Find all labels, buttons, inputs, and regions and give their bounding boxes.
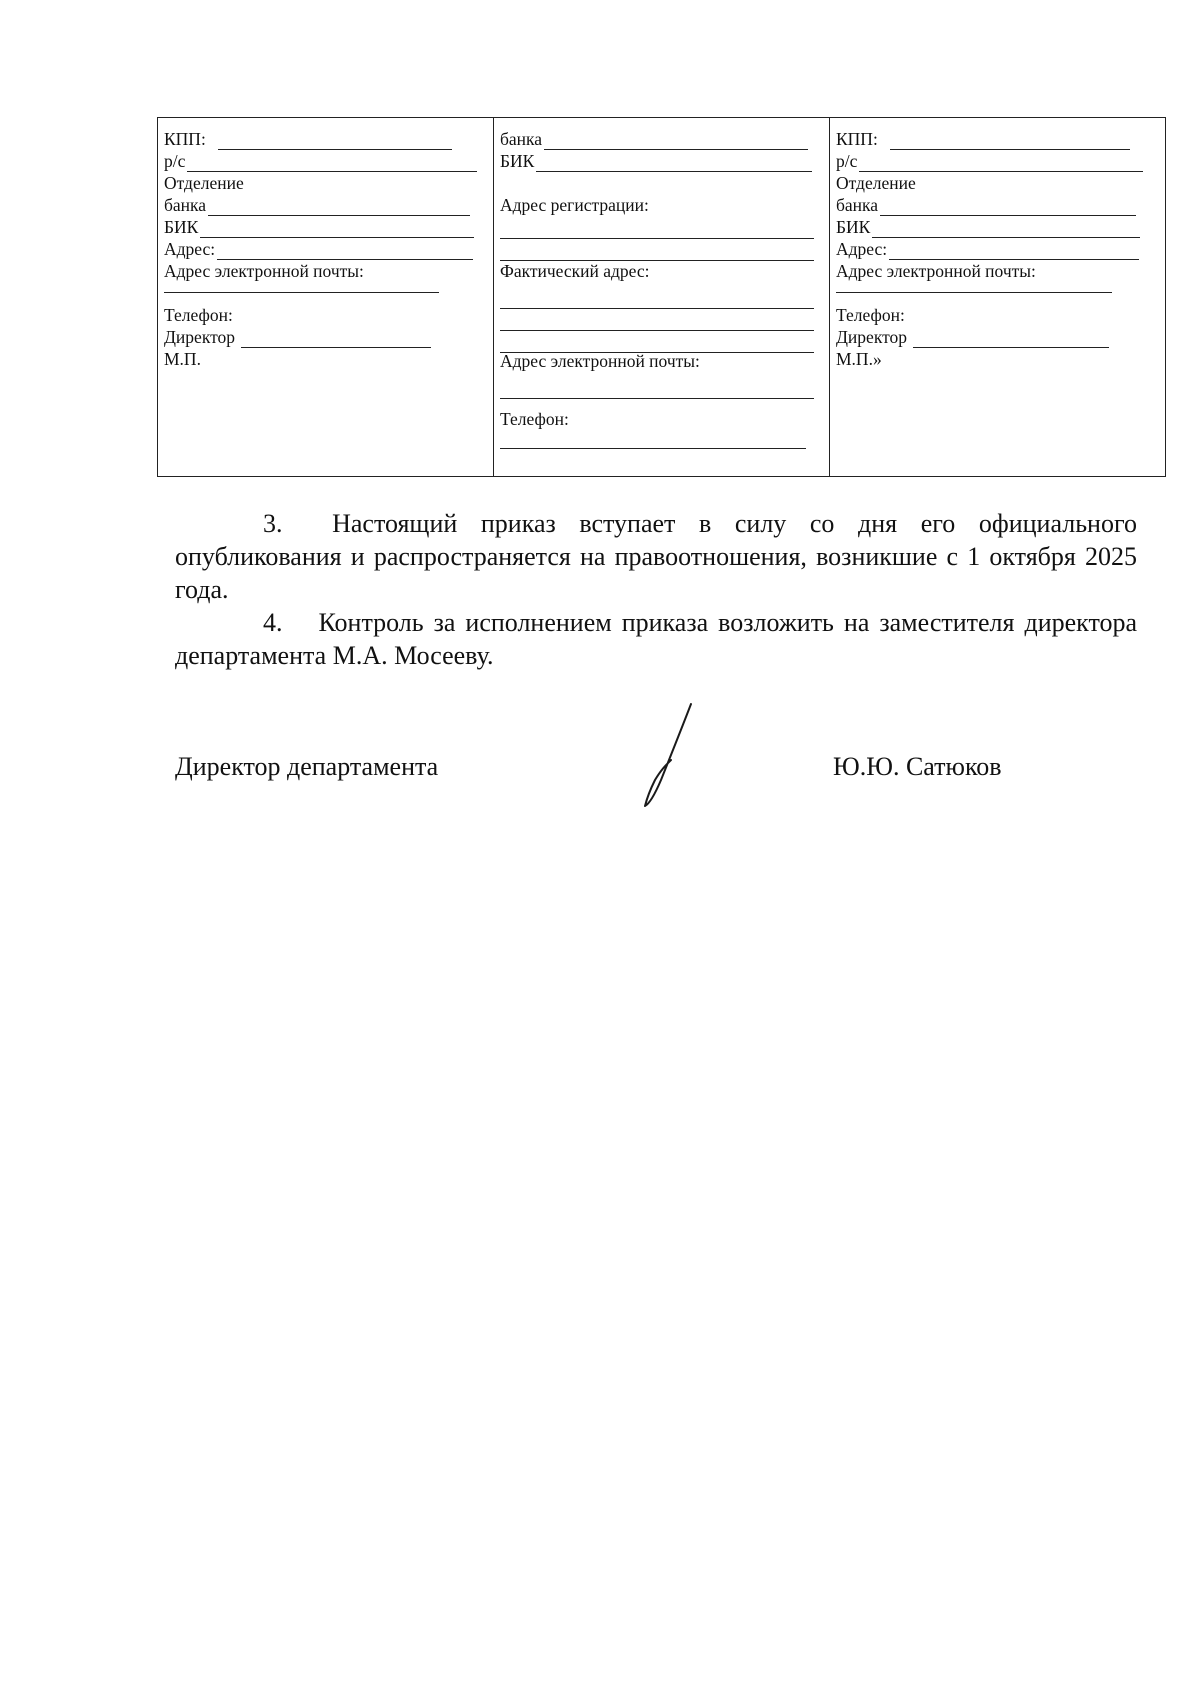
requisites-column-3 [830, 118, 1165, 476]
address-underline [889, 242, 1139, 260]
banka-label: банка [500, 129, 543, 149]
phone-blank [500, 448, 806, 449]
email-label: Адрес электронной почты: [164, 261, 364, 281]
phone-label: Телефон: [500, 409, 569, 429]
kpp-label: КПП: [836, 129, 878, 149]
address-line [164, 238, 473, 260]
rs-underline [859, 154, 1143, 172]
kpp-line [164, 128, 452, 150]
email-blank [500, 398, 814, 399]
banka-underline [208, 198, 470, 216]
otdelenie-label: Отделение [164, 173, 244, 193]
bik-line [164, 216, 474, 238]
director-underline [913, 330, 1109, 348]
bik-label: БИК [500, 151, 535, 171]
mp-label: М.П. [164, 349, 201, 369]
banka-line [500, 128, 808, 150]
banka-label: банка [836, 195, 879, 215]
email-blank [836, 292, 1112, 293]
director-label: Директор [836, 327, 908, 347]
phone-line [500, 408, 569, 430]
reg-address-line [500, 194, 649, 216]
bik-label: БИК [164, 217, 199, 237]
signatory-position: Директор департамента [175, 752, 439, 781]
paragraph-3: 3. Настоящий приказ вступает в силу со дня его официального опубликования и распространяется на правоотношения, возникшие с 1 октября 2025 года. [175, 509, 1137, 604]
fact-address-blank-1 [500, 308, 814, 309]
reg-address-blank-1 [500, 238, 814, 239]
director-line [836, 326, 1109, 348]
fact-address-blank-2 [500, 330, 814, 331]
fact-address-label: Фактический адрес: [500, 261, 650, 281]
phone-label: Телефон: [836, 305, 905, 325]
phone-line [836, 304, 905, 326]
phone-line [164, 304, 233, 326]
bik-underline [872, 220, 1140, 238]
banka-underline [544, 132, 808, 150]
rs-line [164, 150, 477, 172]
email-blank [164, 292, 439, 293]
mp-line [836, 348, 882, 370]
rs-line [836, 150, 1143, 172]
address-underline [217, 242, 473, 260]
kpp-underline [890, 132, 1130, 150]
mp-label: М.П.» [836, 349, 882, 369]
bik-underline [200, 220, 474, 238]
address-line [836, 238, 1139, 260]
reg-address-label: Адрес регистрации: [500, 195, 649, 215]
handwritten-signature [625, 700, 705, 810]
rs-label: р/с [836, 151, 858, 171]
phone-label: Телефон: [164, 305, 233, 325]
address-label: Адрес: [164, 239, 216, 259]
director-line [164, 326, 431, 348]
kpp-underline [218, 132, 452, 150]
director-underline [241, 330, 431, 348]
otdelenie-line [836, 172, 916, 194]
director-label: Директор [164, 327, 236, 347]
otdelenie-label: Отделение [836, 173, 916, 193]
kpp-line [836, 128, 1130, 150]
banka-line [836, 194, 1136, 216]
bik-underline [536, 154, 812, 172]
banka-line [164, 194, 470, 216]
mp-line [164, 348, 201, 370]
banka-underline [880, 198, 1136, 216]
address-label: Адрес: [836, 239, 888, 259]
email-label: Адрес электронной почты: [500, 351, 700, 371]
signatory-name: Ю.Ю. Сатюков [833, 752, 1002, 781]
email-line [500, 350, 700, 372]
requisites-column-1 [158, 118, 494, 476]
banka-label: банка [164, 195, 207, 215]
email-label: Адрес электронной почты: [836, 261, 1036, 281]
paragraph-4: 4. Контроль за исполнением приказа возложить на заместителя директора департамента М.А. Мосееву. [175, 608, 1137, 670]
requisites-table [157, 117, 1166, 477]
email-line [836, 260, 1036, 282]
rs-underline [187, 154, 477, 172]
requisites-column-2 [494, 118, 830, 476]
rs-label: р/с [164, 151, 186, 171]
kpp-label: КПП: [164, 129, 206, 149]
otdelenie-line [164, 172, 244, 194]
fact-address-line [500, 260, 650, 282]
bik-label: БИК [836, 217, 871, 237]
bik-line [500, 150, 812, 172]
bik-line [836, 216, 1140, 238]
email-line [164, 260, 364, 282]
